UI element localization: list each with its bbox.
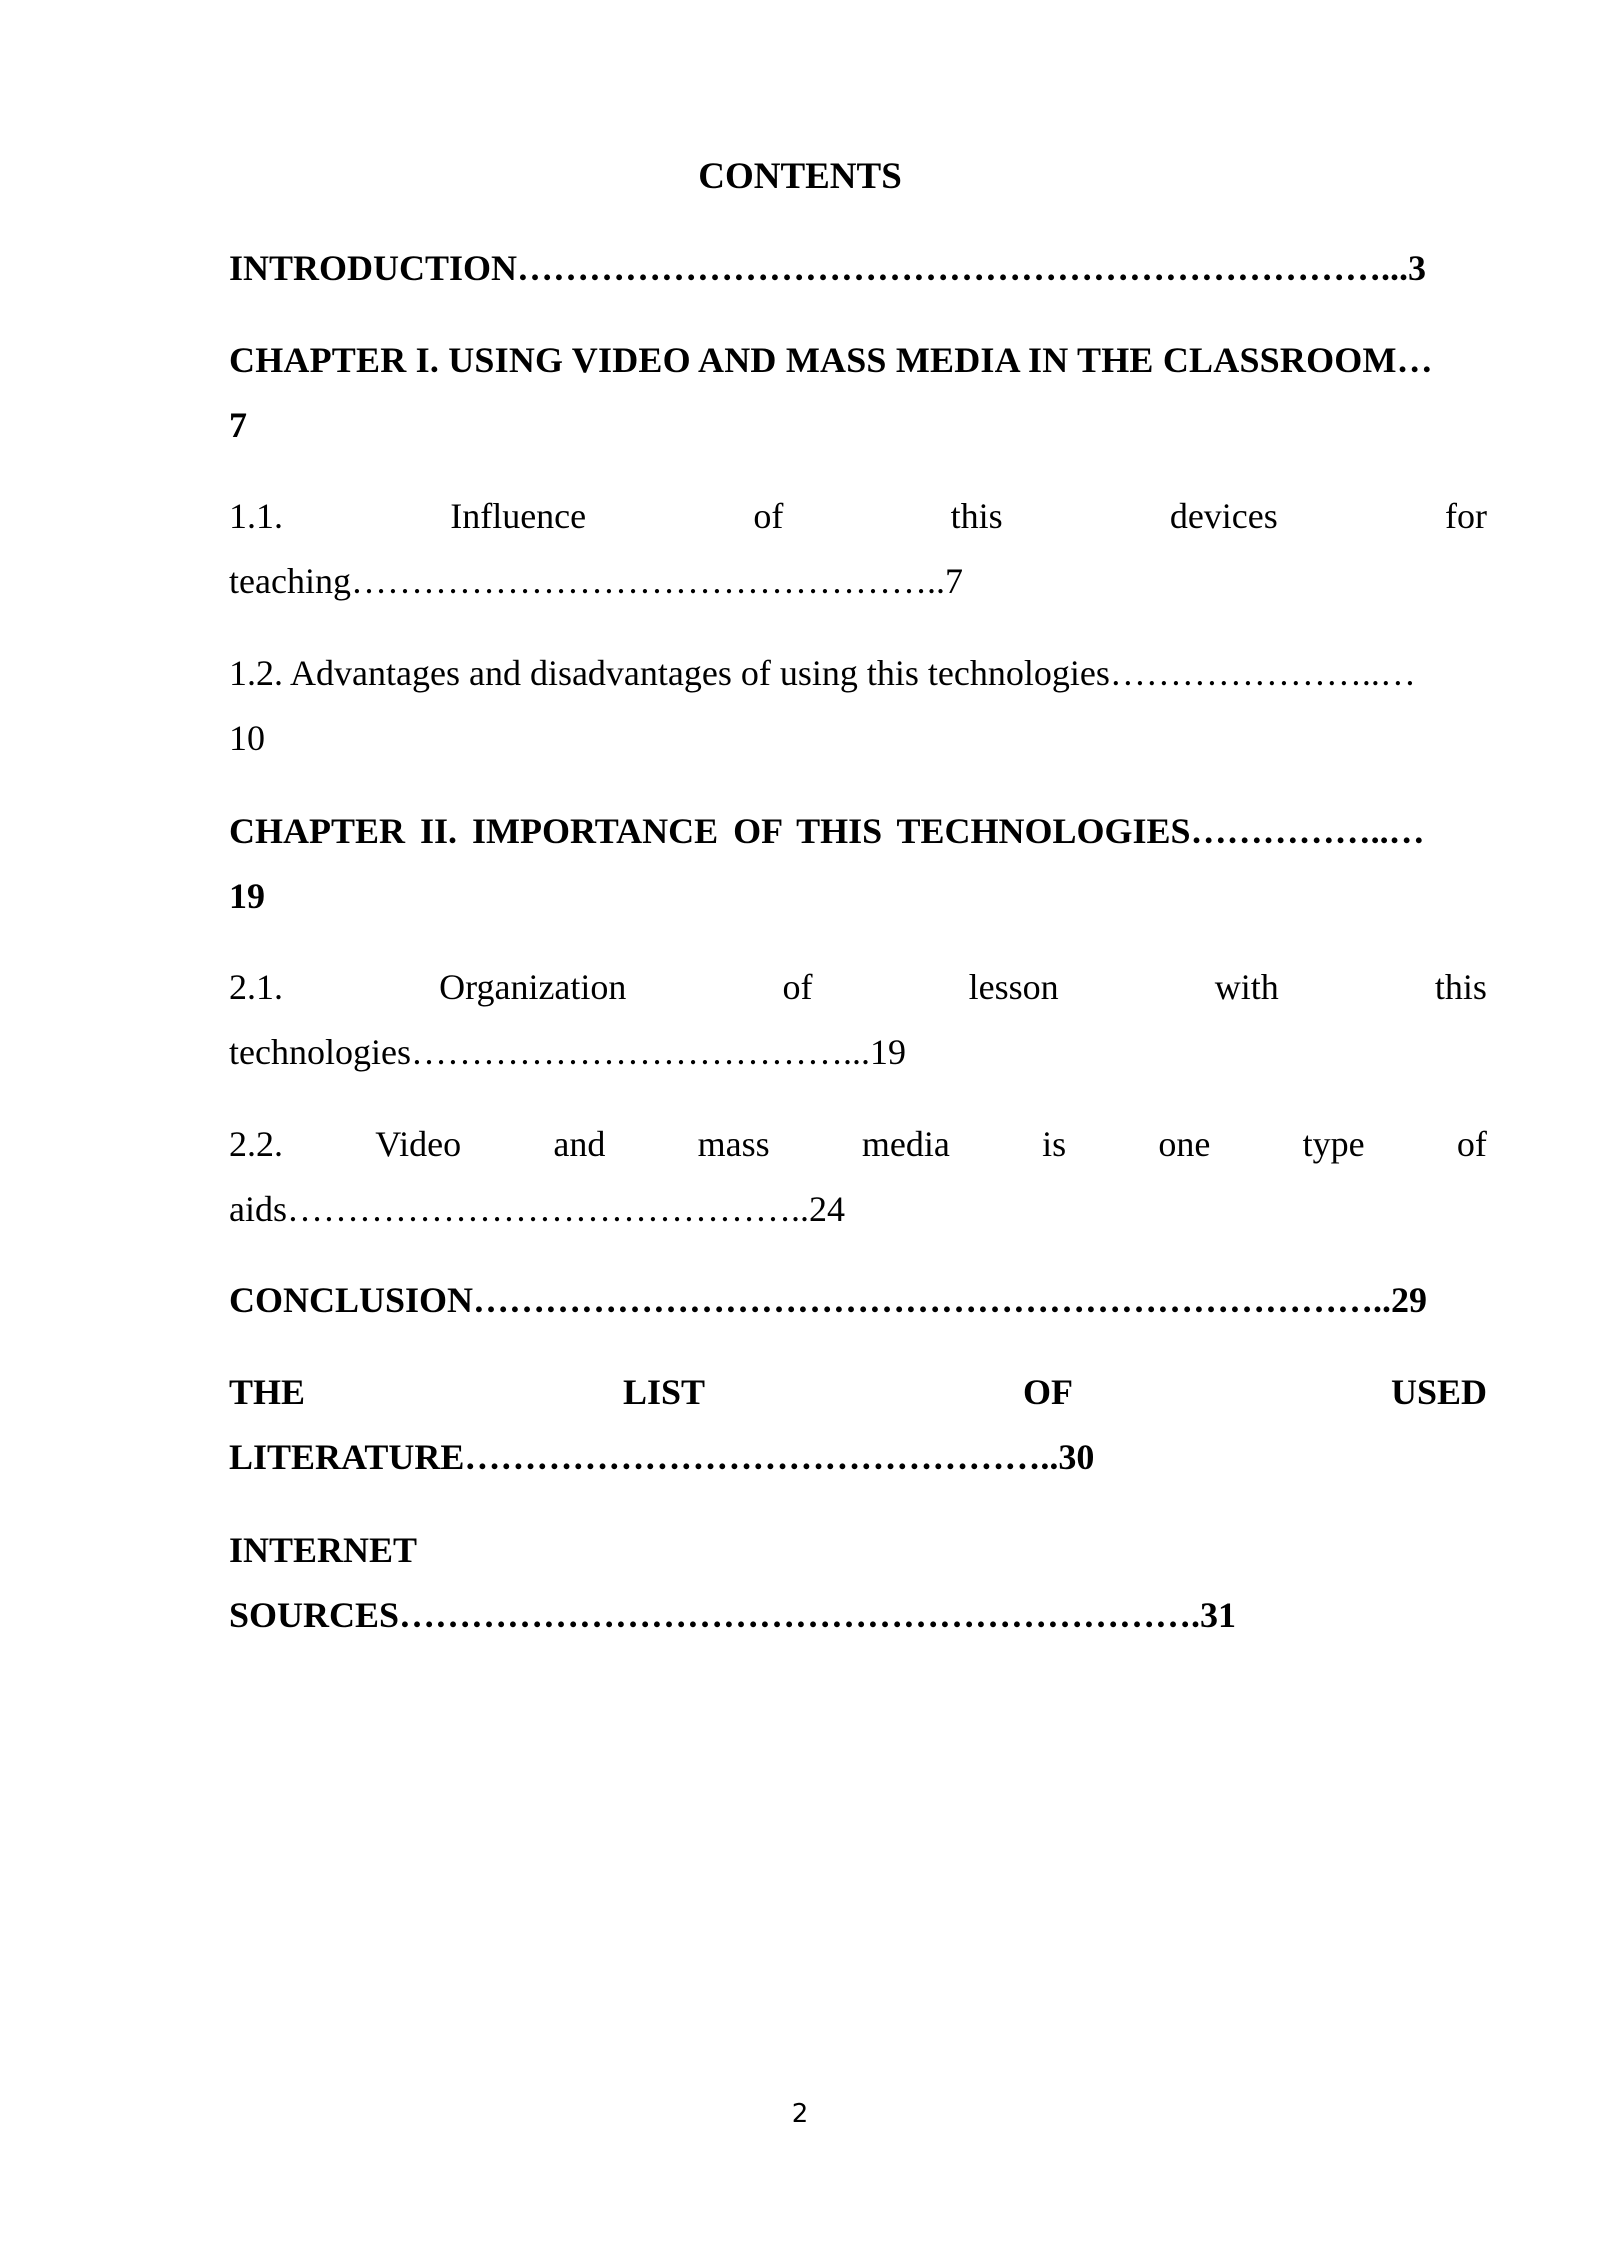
toc-entry-introduction [229,236,1487,301]
toc-word: USED [1390,1372,1487,1412]
toc-word: for [1444,496,1487,536]
toc-entry-literature [229,1360,1487,1490]
toc-word: this [950,496,1003,536]
toc-word: of [1456,1124,1487,1164]
toc-line: LITERATURE…………………………………………..30 [229,1437,1095,1477]
toc-word: of [753,496,784,536]
toc-word: of [782,967,813,1007]
toc-line-justified [229,1112,1487,1177]
toc-line: CHAPTER I. USING VIDEO AND MASS MEDIA IN THE CLASSROOM… [229,340,1433,380]
toc-word: devices [1169,496,1278,536]
toc-word: type [1302,1124,1365,1164]
toc-line: 1.2. Advantages and disadvantages of using this technologies…………………..… [229,653,1416,693]
toc-line: aids……………………………………..24 [229,1189,845,1229]
toc-word: one [1158,1124,1211,1164]
toc-line: INTRODUCTION………………………………………………………………...3 [229,248,1427,288]
page-title: CONTENTS [698,156,902,197]
toc-word: media [861,1124,950,1164]
toc-line: CONCLUSION…………………………………………………………………..29 [229,1280,1428,1320]
toc-line: CHAPTER II. IMPORTANCE OF THIS TECHNOLOGIES……………..… [229,811,1425,851]
toc-word: lesson [968,967,1059,1007]
toc-entry-conclusion [229,1268,1487,1333]
toc-line-justified [229,1360,1487,1425]
toc-line: technologies………………………………...19 [229,1032,906,1072]
page-number: 2 [791,2099,809,2129]
toc-word: this [1434,967,1487,1007]
toc-line: SOURCES………………………………………………………….31 [229,1595,1237,1635]
toc-page-number: 7 [229,405,247,445]
toc-word: 2.2. [229,1124,283,1164]
toc-entry-section-2-2 [229,1112,1487,1242]
toc-word: is [1042,1124,1067,1164]
toc-entry-internet-sources [229,1518,1487,1648]
toc-entry-section-2-1 [229,955,1487,1085]
toc-word: mass [697,1124,770,1164]
toc-word: Organization [439,967,627,1007]
toc-word: 2.1. [229,967,283,1007]
toc-word: with [1214,967,1279,1007]
toc-page-number: 10 [229,718,265,758]
toc-word: Influence [450,496,587,536]
toc-word: Video [375,1124,462,1164]
toc-line: INTERNET [229,1530,418,1570]
toc-word: LIST [622,1372,706,1412]
toc-entry-chapter-1 [229,328,1487,458]
toc-line: teaching…………………………………………..7 [229,561,963,601]
toc-entry-section-1-1 [229,484,1487,614]
toc-line-justified [229,955,1487,1020]
toc-line-justified [229,484,1487,549]
toc-entry-chapter-2 [229,799,1487,929]
toc-word: OF [1023,1372,1073,1412]
toc-word: 1.1. [229,496,283,536]
toc-entry-section-1-2 [229,641,1487,771]
toc-word: and [553,1124,606,1164]
toc-page-number: 19 [229,876,265,916]
toc-word: THE [229,1372,306,1412]
